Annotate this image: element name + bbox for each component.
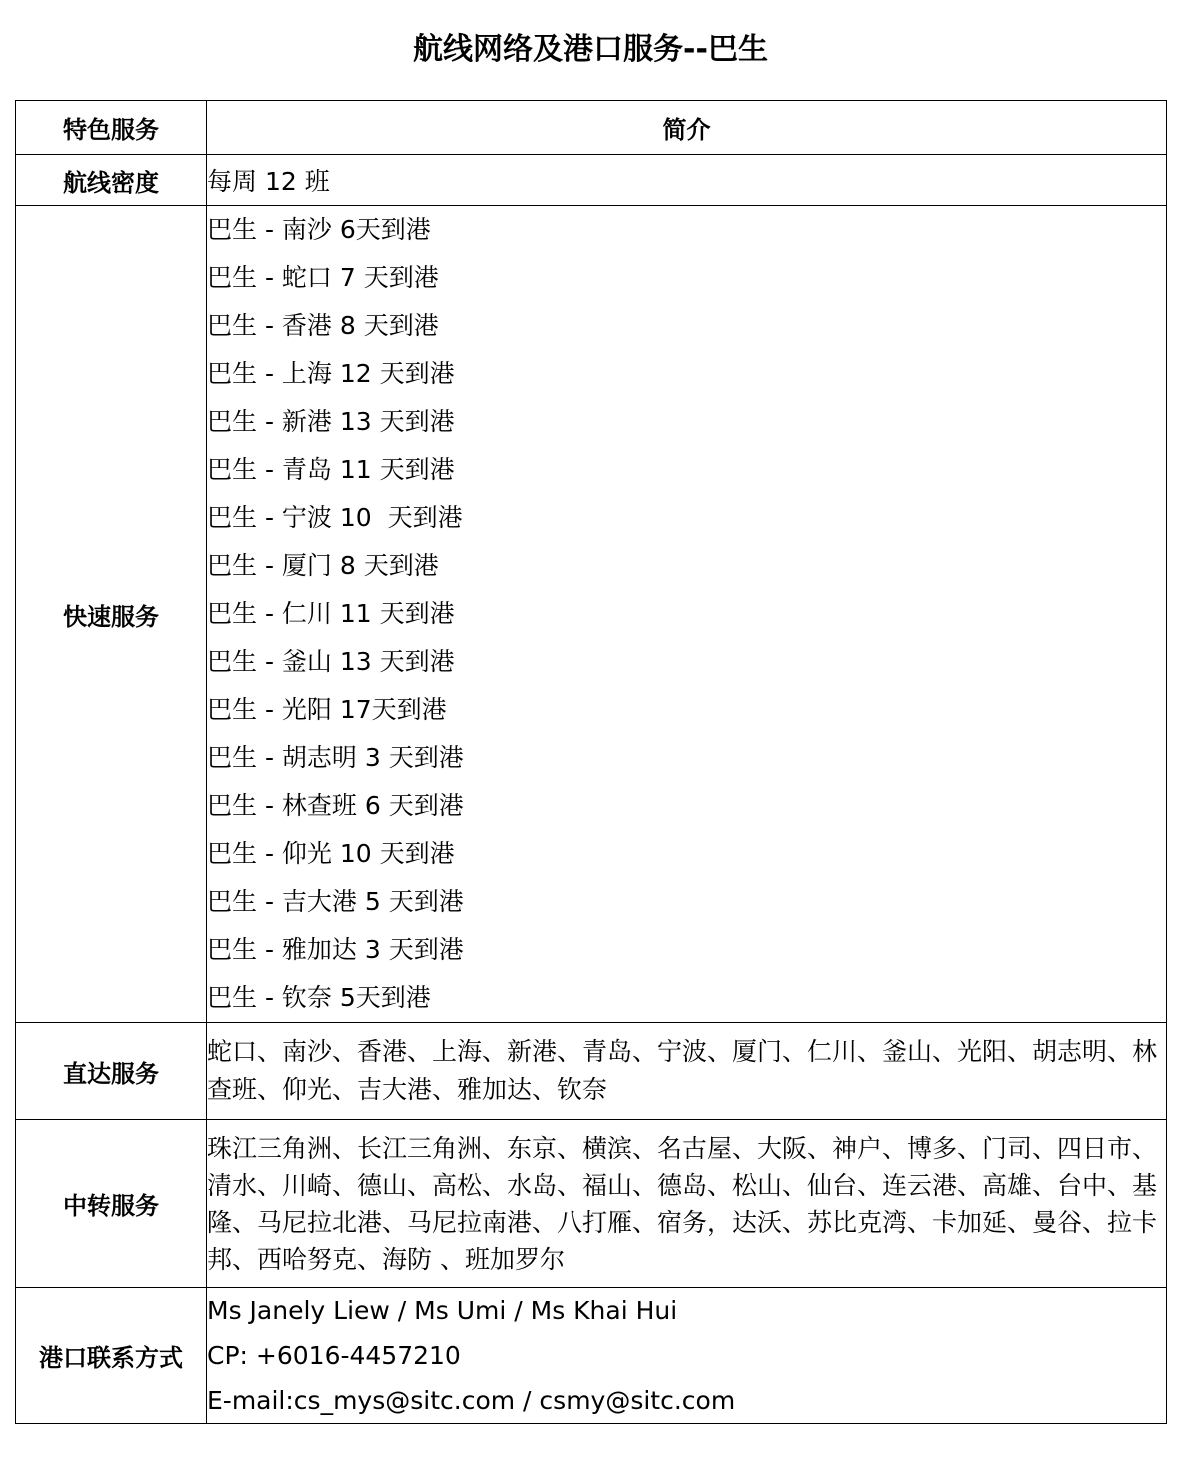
transit-service-text: 珠江三角洲、长江三角洲、东京、横滨、名古屋、大阪、神户、博多、门司、四日市、清水、川崎、德山、高松、水岛、福山、德岛、松山、仙台、连云港、高雄、台中、基隆、马尼拉北港、马尼拉南港、八打雁、宿务，达沃、苏比克湾、卡加延、曼谷、拉卡邦、西哈努克、海防 、班加罗尔 (207, 1133, 1158, 1274)
express-route-item: 巴生 - 上海 12 天到港 (207, 359, 455, 388)
express-route-item: 巴生 - 厦门 8 天到港 (207, 551, 439, 580)
port-contact-label: 港口联系方式 (16, 1288, 207, 1424)
express-route-item: 巴生 - 南沙 6天到港 (207, 215, 431, 244)
express-route-list (207, 206, 1166, 1022)
express-route-item: 巴生 - 钦奈 5天到港 (207, 983, 431, 1012)
table-row-express-service (16, 206, 1167, 1023)
direct-service-label: 直达服务 (16, 1023, 207, 1120)
contact-names: Ms Janely Liew / Ms Umi / Ms Khai Hui (207, 1296, 678, 1325)
express-route-item: 巴生 - 雅加达 3 天到港 (207, 935, 464, 964)
table-row-direct-service (16, 1023, 1167, 1120)
table-row-route-density (16, 155, 1167, 206)
express-route-item: 巴生 - 林查班 6 天到港 (207, 791, 464, 820)
service-table (15, 100, 1167, 1424)
express-service-label: 快速服务 (16, 206, 207, 1023)
port-contact-cell (207, 1288, 1167, 1424)
direct-service-cell (207, 1023, 1167, 1120)
express-route-item: 巴生 - 吉大港 5 天到港 (207, 887, 464, 916)
route-density-label: 航线密度 (16, 155, 207, 206)
page-title: 航线网络及港口服务--巴生 (413, 32, 768, 67)
express-route-item: 巴生 - 青岛 11 天到港 (207, 455, 455, 484)
direct-service-text: 蛇口、南沙、香港、上海、新港、青岛、宁波、厦门、仁川、釜山、光阳、胡志明、林查班、仰光、吉大港、雅加达、钦奈 (207, 1037, 1158, 1104)
express-route-item: 巴生 - 胡志明 3 天到港 (207, 743, 464, 772)
table-row-transit-service (16, 1120, 1167, 1288)
express-route-item: 巴生 - 宁波 10 天到港 (207, 503, 463, 532)
contact-email[interactable]: E-mail:cs_mys@sitc.com / csmy@sitc.com (207, 1386, 736, 1415)
contact-phone: CP: +6016-4457210 (207, 1341, 461, 1370)
express-route-item: 巴生 - 蛇口 7 天到港 (207, 263, 439, 292)
header-feature-service: 特色服务 (16, 101, 207, 155)
express-route-item: 巴生 - 仁川 11 天到港 (207, 599, 455, 628)
express-route-item: 巴生 - 釜山 13 天到港 (207, 647, 455, 676)
route-density-value: 每周 12 班 (207, 155, 1167, 206)
express-route-item: 巴生 - 光阳 17天到港 (207, 695, 447, 724)
express-route-item: 巴生 - 香港 8 天到港 (207, 311, 439, 340)
express-route-item: 巴生 - 新港 13 天到港 (207, 407, 455, 436)
transit-service-cell (207, 1120, 1167, 1288)
table-row-port-contact (16, 1288, 1167, 1424)
table-header-row (16, 101, 1167, 155)
express-route-item: 巴生 - 仰光 10 天到港 (207, 839, 455, 868)
express-service-cell (207, 206, 1167, 1023)
header-description: 简介 (207, 101, 1167, 155)
transit-service-label: 中转服务 (16, 1120, 207, 1288)
